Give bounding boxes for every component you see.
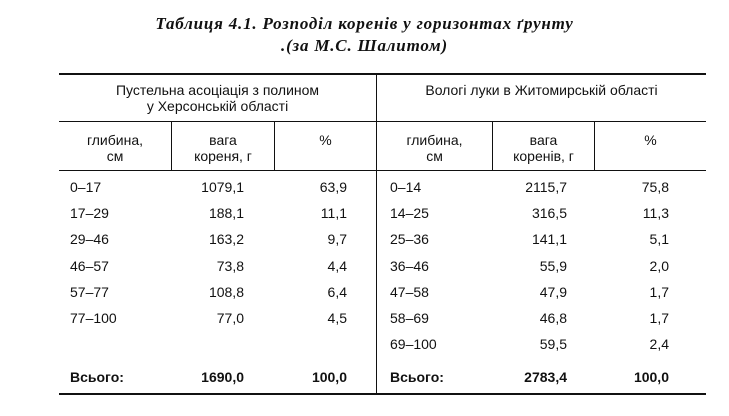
bottom-rule — [59, 393, 706, 395]
group-header-right: Вологі луки в Житомирській області — [425, 82, 658, 98]
col-header-percent-right: % — [644, 132, 657, 148]
weight-cell-left: 1079,1 — [201, 179, 244, 195]
depth-cell-left: 57–77 — [70, 284, 109, 300]
depth-cell-right: 36–46 — [390, 258, 429, 274]
top-rule — [59, 73, 706, 75]
depth-cell-right: 0–14 — [390, 179, 422, 195]
percent-cell-right: 1,7 — [649, 310, 669, 326]
percent-cell-right: 2,0 — [649, 258, 669, 274]
weight-cell-right: 141,1 — [531, 231, 567, 247]
weight-cell-right: 316,5 — [531, 205, 567, 221]
depth-cell-right: 47–58 — [390, 284, 429, 300]
percent-cell-left: 9,7 — [327, 231, 347, 247]
percent-cell-left: 4,5 — [327, 310, 347, 326]
percent-cell-right: 11,3 — [642, 205, 669, 221]
group-divider — [376, 75, 377, 393]
percent-cell-right: 2,4 — [649, 336, 669, 352]
weight-cell-left: 73,8 — [216, 258, 244, 274]
depth-cell-left: 46–57 — [70, 258, 109, 274]
depth-cell-right: 25–36 — [390, 231, 429, 247]
total-weight-left: 1690,0 — [201, 369, 244, 385]
depth-cell-left: 0–17 — [70, 179, 102, 195]
percent-cell-right: 75,8 — [641, 179, 669, 195]
weight-cell-left: 163,2 — [208, 231, 244, 247]
group-header-rule — [59, 121, 706, 122]
total-weight-right: 2783,4 — [524, 369, 567, 385]
col-header-weight-right: вага коренів, г — [513, 132, 574, 164]
depth-cell-left: 29–46 — [70, 231, 109, 247]
total-percent-right: 100,0 — [633, 369, 669, 385]
percent-cell-left: 6,4 — [327, 284, 347, 300]
col-header-percent-left: % — [319, 132, 332, 148]
weight-cell-right: 47,9 — [539, 284, 567, 300]
total-percent-left: 100,0 — [311, 369, 347, 385]
percent-cell-right: 1,7 — [649, 284, 669, 300]
weight-cell-left: 77,0 — [216, 310, 244, 326]
depth-cell-left: 77–100 — [70, 310, 117, 326]
weight-cell-left: 188,1 — [208, 205, 244, 221]
weight-cell-right: 2115,7 — [525, 179, 567, 195]
percent-cell-left: 4,4 — [327, 258, 347, 274]
weight-cell-right: 55,9 — [539, 258, 567, 274]
depth-cell-right: 69–100 — [390, 336, 437, 352]
group-header-left: Пустельна асоціація з полином у Херсонській області — [115, 82, 320, 114]
col-header-depth-left: глибина, см — [86, 132, 144, 164]
percent-cell-left: 11,1 — [320, 205, 347, 221]
column-header-rule — [59, 170, 706, 171]
weight-cell-left: 108,8 — [208, 284, 244, 300]
depth-cell-right: 58–69 — [390, 310, 429, 326]
col-header-weight-left: вага кореня, г — [194, 132, 252, 164]
depth-cell-right: 14–25 — [390, 205, 429, 221]
percent-cell-right: 5,1 — [649, 231, 669, 247]
percent-cell-left: 63,9 — [319, 179, 347, 195]
table-caption-source: .(за М.С. Шалитом) — [281, 36, 448, 55]
weight-cell-right: 59,5 — [539, 336, 567, 352]
total-label-left: Всього: — [70, 369, 124, 385]
col-header-depth-right: глибина, см — [406, 132, 463, 164]
table-caption: Таблиця 4.1. Розподіл коренів у горизонтах ґрунту — [155, 14, 574, 33]
weight-cell-right: 46,8 — [539, 310, 567, 326]
total-label-right: Всього: — [390, 369, 444, 385]
depth-cell-left: 17–29 — [70, 205, 109, 221]
